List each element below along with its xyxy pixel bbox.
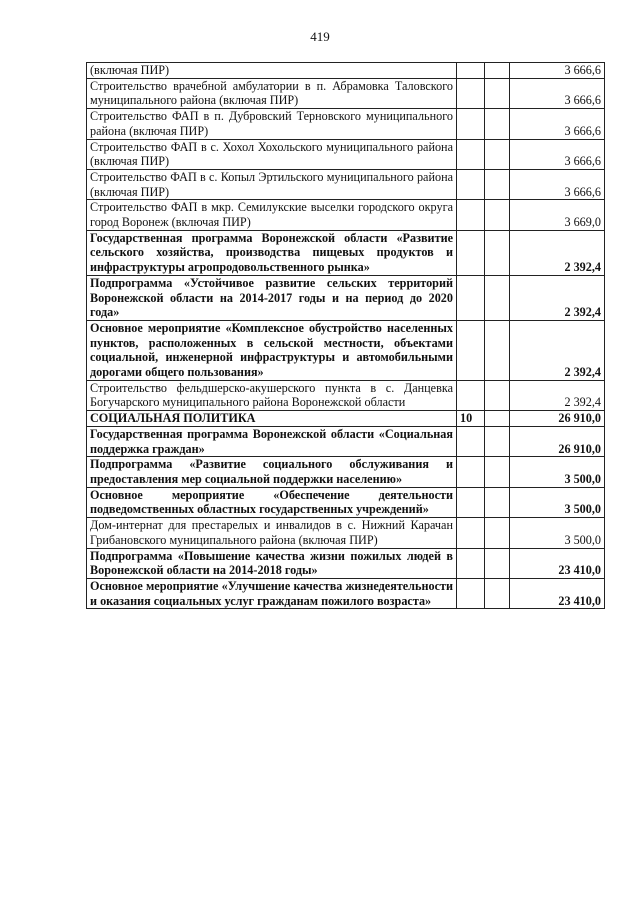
section-code-cell (457, 518, 485, 548)
subsection-code-cell (485, 426, 510, 456)
subsection-code-cell (485, 109, 510, 139)
table-row (87, 320, 605, 380)
table-row (87, 457, 605, 487)
amount-cell: 3 669,0 (510, 200, 605, 230)
table-row (87, 426, 605, 456)
table-row (87, 200, 605, 230)
amount-cell: 23 410,0 (510, 548, 605, 578)
table-row (87, 109, 605, 139)
table-row (87, 78, 605, 108)
subsection-code-cell (485, 518, 510, 548)
section-code-cell (457, 320, 485, 380)
item-name-cell: Строительство ФАП в с. Копыл Эртильского муниципального района (включая ПИР) (87, 169, 457, 199)
item-name-cell: Подпрограмма «Устойчивое развитие сельских территорий Воронежской области на 2014-2017 годы и на период до 2020 года» (87, 275, 457, 320)
table-row (87, 230, 605, 275)
amount-cell: 3 666,6 (510, 78, 605, 108)
section-code-cell (457, 457, 485, 487)
item-name-cell: Основное мероприятие «Комплексное обустройство населенных пунктов, расположенных в сельской местности, объектами социальной, инженерной инфраструктуры и автомобильными дорогами общего пользования» (87, 320, 457, 380)
section-code-cell (457, 109, 485, 139)
amount-cell: 3 666,6 (510, 139, 605, 169)
subsection-code-cell (485, 548, 510, 578)
budget-table (86, 62, 605, 609)
item-name-cell: Строительство ФАП в п. Дубровский Терновского муниципального района (включая ПИР) (87, 109, 457, 139)
section-code-cell (457, 169, 485, 199)
subsection-code-cell (485, 320, 510, 380)
item-name-cell: Основное мероприятие «Улучшение качества жизнедеятельности и оказания социальных услуг гражданам пожилого возраста» (87, 578, 457, 608)
item-name-cell: Строительство врачебной амбулатории в п. Абрамовка Таловского муниципального района (включая ПИР) (87, 78, 457, 108)
subsection-code-cell (485, 380, 510, 410)
amount-cell: 3 500,0 (510, 457, 605, 487)
amount-cell: 3 500,0 (510, 518, 605, 548)
section-code-cell: 10 (457, 411, 485, 427)
section-code-cell (457, 548, 485, 578)
amount-cell: 26 910,0 (510, 411, 605, 427)
table-row (87, 487, 605, 517)
item-name-cell: Строительство фельдшерско-акушерского пункта в с. Данцевка Богучарского муниципального района Воронежской области (87, 380, 457, 410)
amount-cell: 2 392,4 (510, 320, 605, 380)
item-name-cell: Подпрограмма «Повышение качества жизни пожилых людей в Воронежской области на 2014-2018 годы» (87, 548, 457, 578)
subsection-code-cell (485, 169, 510, 199)
item-name-cell: Строительство ФАП в мкр. Семилукские выселки городского округа город Воронеж (включая ПИР) (87, 200, 457, 230)
table-row (87, 139, 605, 169)
amount-cell: 23 410,0 (510, 578, 605, 608)
table-row (87, 411, 605, 427)
table-row (87, 548, 605, 578)
amount-cell: 2 392,4 (510, 230, 605, 275)
section-code-cell (457, 230, 485, 275)
table-row (87, 380, 605, 410)
table-row (87, 275, 605, 320)
page-number: 419 (310, 29, 330, 44)
section-code-cell (457, 275, 485, 320)
section-code-cell (457, 200, 485, 230)
subsection-code-cell (485, 411, 510, 427)
amount-cell: 2 392,4 (510, 380, 605, 410)
item-name-cell: Основное мероприятие «Обеспечение деятельности подведомственных областных государственных учреждений» (87, 487, 457, 517)
section-code-cell (457, 578, 485, 608)
subsection-code-cell (485, 78, 510, 108)
amount-cell: 3 666,6 (510, 169, 605, 199)
item-name-cell: Строительство ФАП в с. Хохол Хохольского муниципального района (включая ПИР) (87, 139, 457, 169)
item-name-cell: Подпрограмма «Развитие социального обслуживания и предоставления мер социальной поддержки населению» (87, 457, 457, 487)
table-row (87, 518, 605, 548)
subsection-code-cell (485, 578, 510, 608)
amount-cell: 3 500,0 (510, 487, 605, 517)
item-name-cell: Государственная программа Воронежской области «Социальная поддержка граждан» (87, 426, 457, 456)
amount-cell: 3 666,6 (510, 63, 605, 79)
section-code-cell (457, 380, 485, 410)
item-name-cell: (включая ПИР) (87, 63, 457, 79)
section-code-cell (457, 139, 485, 169)
section-code-cell (457, 487, 485, 517)
amount-cell: 26 910,0 (510, 426, 605, 456)
subsection-code-cell (485, 200, 510, 230)
subsection-code-cell (485, 63, 510, 79)
section-code-cell (457, 78, 485, 108)
item-name-cell: Дом-интернат для престарелых и инвалидов в с. Нижний Карачан Грибановского муниципального района (включая ПИР) (87, 518, 457, 548)
subsection-code-cell (485, 139, 510, 169)
subsection-code-cell (485, 230, 510, 275)
table-row (87, 578, 605, 608)
subsection-code-cell (485, 487, 510, 517)
amount-cell: 2 392,4 (510, 275, 605, 320)
subsection-code-cell (485, 457, 510, 487)
item-name-cell: СОЦИАЛЬНАЯ ПОЛИТИКА (87, 411, 457, 427)
item-name-cell: Государственная программа Воронежской области «Развитие сельского хозяйства, производства пищевых продуктов и инфраструктуры агропродовольственного рынка» (87, 230, 457, 275)
table-row (87, 63, 605, 79)
table-row (87, 169, 605, 199)
amount-cell: 3 666,6 (510, 109, 605, 139)
subsection-code-cell (485, 275, 510, 320)
budget-table-body (87, 63, 605, 609)
section-code-cell (457, 426, 485, 456)
section-code-cell (457, 63, 485, 79)
